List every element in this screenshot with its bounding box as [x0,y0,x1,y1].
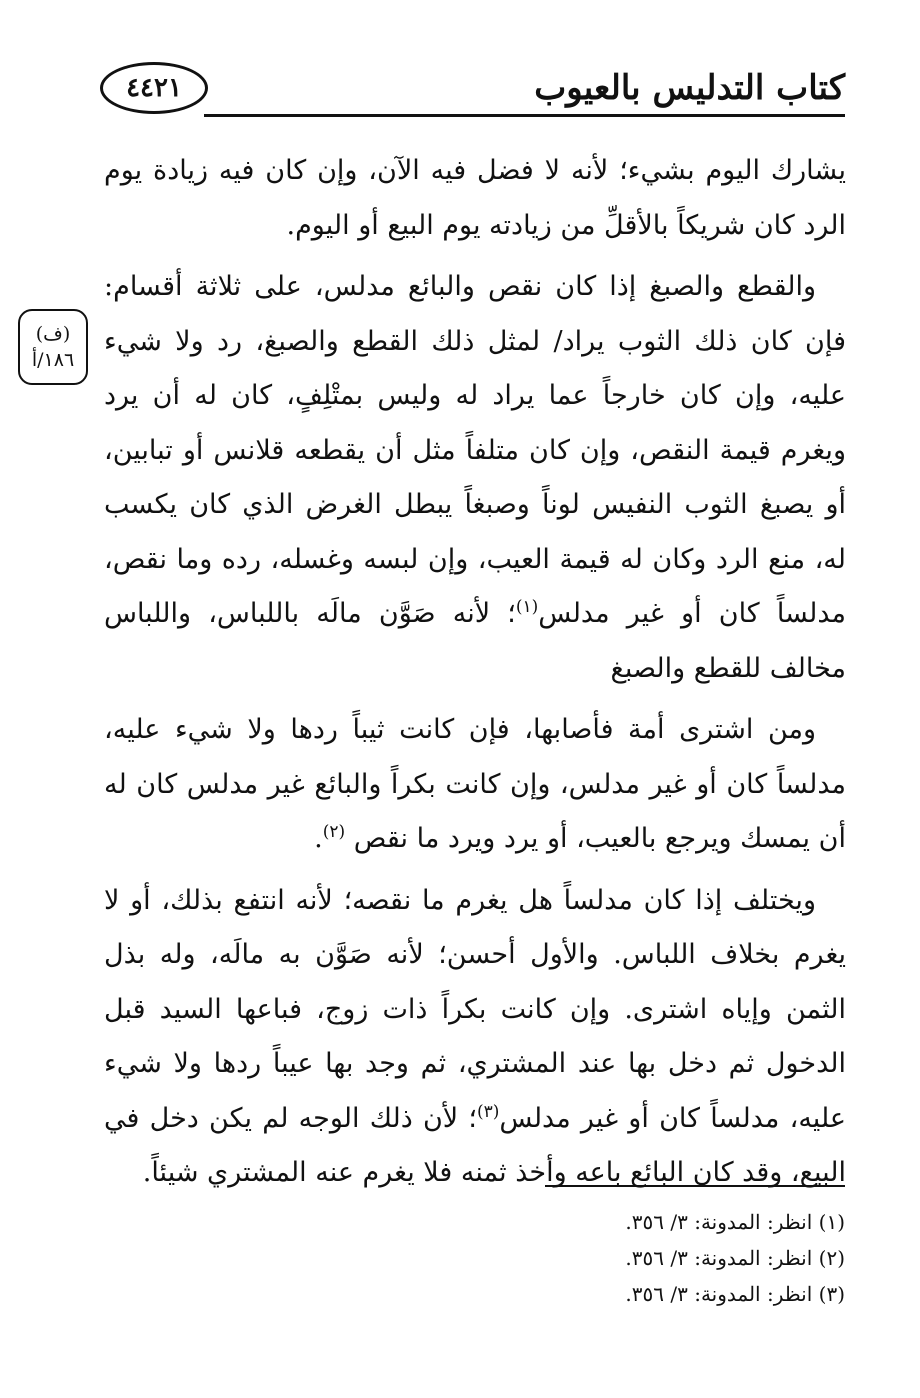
paragraph-text: والقطع والصبغ إذا كان نقص والبائع مدلس، على ثلاثة أقسام: فإن كان ذلك الثوب يراد/ لمثل ذلك القطع والصبغ، رد ولا شيء عليه، وإن كان خارجاً عما يراد له وليس بمتْلِفٍ، كان له أن يرد ويغرم قيمة النقص، وإن كان متلفاً مثل أن يقطعه قلانس أو تبابين، أو يصبغ الثوب النفيس لوناً وصبغاً يبطل الغرض الذي كان يكسب له، منع الرد وكان له قيمة العيب، وإن لبسه وغسله، رده وما نقص، مدلساً كان أو غير مدلس [104,271,846,629]
page-header [100,62,845,122]
book-title: كتاب التدليس بالعيوب [534,68,845,108]
footnote: (٢) انظر: المدونة: ٣/ ٣٥٦. [625,1246,845,1270]
paragraph-text: يشارك اليوم بشيء؛ لأنه لا فضل فيه الآن، وإن كان فيه زيادة يوم الرد كان شريكاً بالأقلِّ من زيادته يوم البيع أو اليوم. [104,155,846,241]
paragraph-text: . [314,823,323,854]
paragraph [104,144,846,253]
folio-marker-line2: ١٨٦/أ [31,349,75,371]
footnote-reference[interactable]: (٣) [476,1101,500,1122]
footnote-reference[interactable]: (٢) [322,822,346,842]
footnote: (١) انظر: المدونة: ٣/ ٣٥٦. [625,1210,845,1234]
header-rule [204,114,845,117]
paragraph [104,874,846,1201]
page-number: ٤٤٢١ [100,62,208,114]
folio-marker-line1: (ف) [35,323,71,345]
footnote-separator [545,1185,845,1187]
paragraph-text: ومن اشترى أمة فأصابها، فإن كانت ثيباً ردها ولا شيء عليه، مدلساً كان أو غير مدلس، وإن كانت بكراً والبائع غير مدلس كان له أن يمسك ويرجع بالعيب، أو يرد ويرد ما نقص [104,714,846,854]
footnotes [500,1204,845,1312]
paragraph [104,703,846,867]
manuscript-folio-marker [18,309,88,385]
footnote-reference[interactable]: (١) [515,597,539,617]
paragraph-text: ؛ لأنه صَوَّن مالَه باللباس، واللباس مخالف للقطع والصبغ [104,598,846,684]
footnote: (٣) انظر: المدونة: ٣/ ٣٥٦. [625,1282,845,1306]
paragraph [104,260,846,696]
body-text [104,144,846,1201]
paragraph-text: ؛ لأن ذلك الوجه لم يكن دخل في البيع، وقد كان البائع باعه وأخذ ثمنه فلا يغرم عنه المشتري شيئاً. [104,1102,846,1188]
paragraph-text: ويختلف إذا كان مدلساً هل يغرم ما نقصه؛ لأنه انتفع بذلك، أو لا يغرم بخلاف اللباس. والأول أحسن؛ لأنه صَوَّن به مالَه، وله بذل الثمن وإياه اشترى. وإن كانت بكراً ذات زوج، فباعها السيد قبل الدخول ثم دخل بها عند المشتري، ثم وجد بها عيباً ردها ولا شيء عليه، مدلساً كان أو غير مدلس [104,884,846,1134]
